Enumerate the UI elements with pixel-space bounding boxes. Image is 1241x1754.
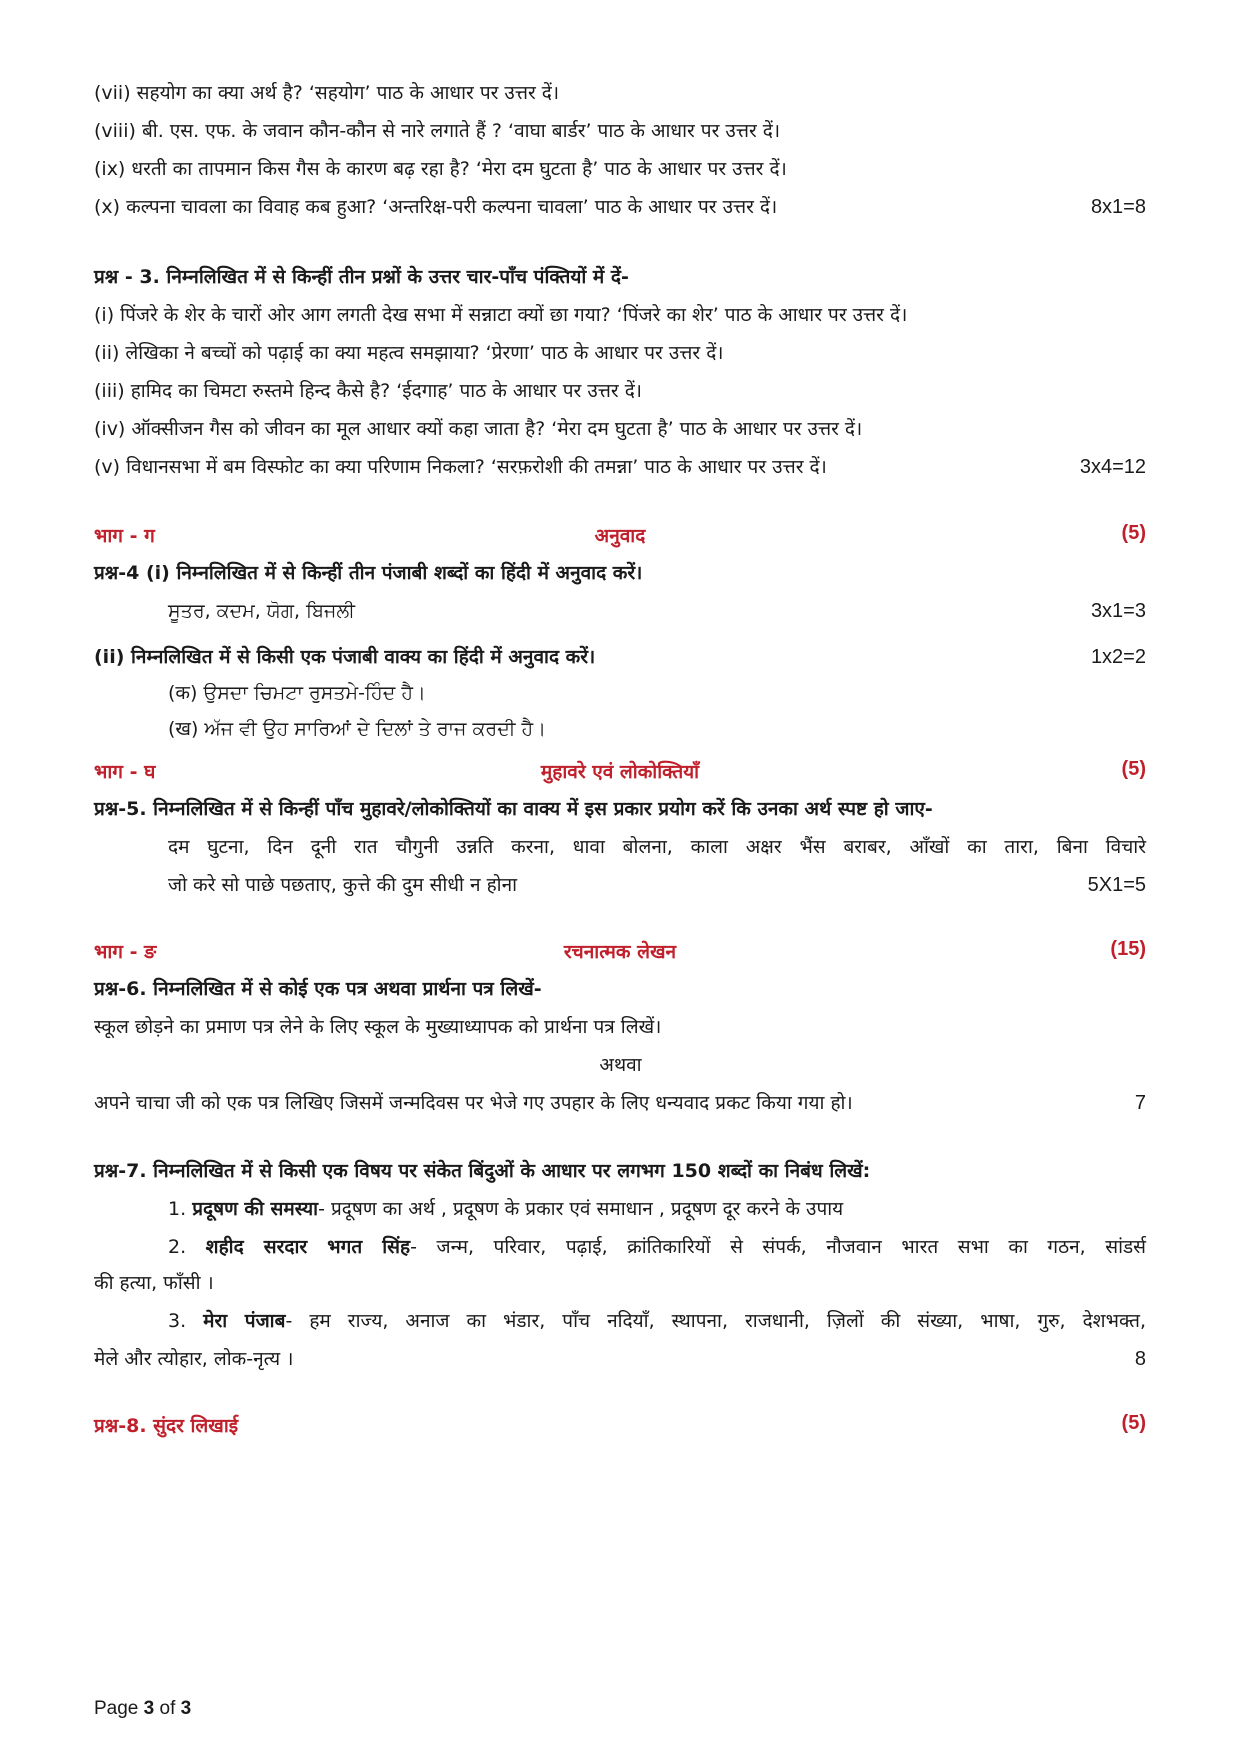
- page-footer: [94, 1698, 191, 1720]
- marks-q4-i: 3x1=3: [1090, 600, 1146, 622]
- topic-points: - जन्म, परिवार, पढ़ाई, क्रांतिकारियों से संपर्क, नौजवान भारत सभा का गठन, सांडर्स: [410, 1236, 1147, 1258]
- question-2-vii: (vii) सहयोग का क्या अर्थ है? ‘सहयोग’ पाठ के आधार पर उत्तर दें।: [94, 82, 560, 104]
- question-8-title: प्रश्न-8. सुंदर लिखाई: [94, 1415, 239, 1437]
- topic-number: 2.: [168, 1236, 187, 1258]
- question-3-iii: (iii) हामिद का चिमटा रुस्तमे हिन्द कैसे है? ‘ईदगाह’ पाठ के आधार पर उत्तर दें।: [94, 380, 642, 402]
- punjabi-sentence-ka: (क) ਉਸਦਾ ਚਿਮਟਾ ਰੁਸਤਮੇ-ਹਿੰਦ ਹੈ।: [168, 682, 426, 704]
- question-4-ii-heading: (ii) निम्नलिखित में से किसी एक पंजाबी वाक्य का हिंदी में अनुवाद करें।: [94, 646, 596, 668]
- marks-q3: 3x4=12: [1079, 456, 1146, 478]
- idioms-line-2: जो करे सो पाछे पछताए, कुत्ते की दुम सीधी न होना: [168, 874, 518, 896]
- topic-number: 3.: [168, 1310, 187, 1332]
- question-3-iv: (iv) ऑक्सीजन गैस को जीवन का मूल आधार क्यों कहा जाता है? ‘मेरा दम घुटता है’ पाठ के आधार पर उत्तर दें।: [94, 418, 863, 440]
- marks-q2: 8x1=8: [1090, 196, 1146, 218]
- marks-q6: 7: [1134, 1092, 1146, 1114]
- question-3-ii: (ii) लेखिका ने बच्चों को पढ़ाई का क्या महत्व समझाया? ‘प्रेरणा’ पाठ के आधार पर उत्तर दें।: [94, 342, 724, 364]
- question-6-option-2: अपने चाचा जी को एक पत्र लिखिए जिसमें जन्मदिवस पर भेजे गए उपहार के लिए धन्यवाद प्रकट किया गया हो।: [94, 1092, 853, 1114]
- marks-q5: 5X1=5: [1087, 874, 1146, 896]
- section-title: मुहावरे एवं लोकोक्तियाँ: [540, 761, 700, 783]
- question-7-heading: प्रश्न-7. निम्नलिखित में से किसी एक विषय पर संकेत बिंदुओं के आधार पर लगभग 150 शब्दों का निबंध लिखें:: [94, 1160, 871, 1182]
- question-3-v: (v) विधानसभा में बम विस्फोट का क्या परिणाम निकला? ‘सरफ़रोशी की तमन्ना’ पाठ के आधार पर उत्तर दें।: [94, 456, 827, 478]
- question-8-header: [94, 1412, 1146, 1438]
- essay-topic-1: [168, 1196, 1146, 1222]
- essay-topic-3-continued: मेले और त्योहार, लोक-नृत्य ।: [94, 1348, 294, 1370]
- section-gha-header: [94, 758, 1146, 784]
- topic-points: - हम राज्य, अनाज का भंडार, पाँच नदियाँ, स्थापना, राजधानी, ज़िलों की संख्या, भाषा, गुरु, देशभक्त,: [285, 1310, 1146, 1332]
- section-nga-header: [94, 938, 1146, 964]
- essay-topic-2-continued: की हत्या, फाँसी ।: [94, 1272, 214, 1294]
- topic-number: 1.: [168, 1198, 187, 1220]
- topic-title: शहीद सरदार भगत सिंह: [205, 1236, 411, 1258]
- question-3-i: (i) पिंजरे के शेर के चारों ओर आग लगती देख सभा में सन्नाटा क्यों छा गया? ‘पिंजरे का शेर’ पाठ के आधार पर उत्तर दें।: [94, 304, 908, 326]
- question-2-ix: (ix) धरती का तापमान किस गैस के कारण बढ़ रहा है? ‘मेरा दम घुटता है’ पाठ के आधार पर उत्तर दें।: [94, 158, 787, 180]
- page-of: of: [159, 1698, 176, 1719]
- page-label: Page: [94, 1698, 139, 1719]
- section-label: भाग - ग: [94, 525, 155, 547]
- question-2-viii: (viii) बी. एस. एफ. के जवान कौन-कौन से नारे लगाते हैं ? ‘वाघा बार्डर’ पाठ के आधार पर उत्तर दें।: [94, 120, 781, 142]
- section-label: भाग - ङ: [94, 941, 157, 963]
- question-4-i-heading: प्रश्न-4 (i) निम्नलिखित में से किन्हीं तीन पंजाबी शब्दों का हिंदी में अनुवाद करें।: [94, 562, 643, 584]
- marks-q4-ii: 1x2=2: [1090, 646, 1146, 668]
- topic-points: - प्रदूषण का अर्थ , प्रदूषण के प्रकार एवं समाधान , प्रदूषण दूर करने के उपाय: [318, 1198, 844, 1220]
- or-separator: अथवा: [599, 1054, 642, 1076]
- punjabi-words: ਸੂਤਰ, ਕਦਮ, ਯੋਗ, ਬਿਜਲੀ: [168, 600, 355, 622]
- question-6-option-1: स्कूल छोड़ने का प्रमाण पत्र लेने के लिए स्कूल के मुख्याध्यापक को प्रार्थना पत्र लिखें।: [94, 1016, 662, 1038]
- section-marks: (5): [1121, 522, 1146, 544]
- section-marks: (15): [1110, 938, 1146, 960]
- marks-q7: 8: [1134, 1348, 1146, 1370]
- current-page: 3: [143, 1698, 155, 1719]
- question-6-heading: प्रश्न-6. निम्नलिखित में से कोई एक पत्र अथवा प्रार्थना पत्र लिखें-: [94, 978, 542, 1000]
- total-pages: 3: [180, 1698, 192, 1719]
- topic-title: मेरा पंजाब: [203, 1310, 286, 1332]
- essay-topic-2: [168, 1234, 1146, 1260]
- question-8-marks: (5): [1121, 1412, 1146, 1434]
- question-2-x: (x) कल्पना चावला का विवाह कब हुआ? ‘अन्तरिक्ष-परी कल्पना चावला’ पाठ के आधार पर उत्तर दें।: [94, 196, 778, 218]
- section-ga-header: [94, 522, 1146, 548]
- question-3-heading: प्रश्न - 3. निम्नलिखित में से किन्हीं तीन प्रश्नों के उत्तर चार-पाँच पंक्तियों में दें-: [94, 266, 629, 288]
- section-title: अनुवाद: [594, 525, 646, 547]
- section-label: भाग - घ: [94, 761, 156, 783]
- section-marks: (5): [1121, 758, 1146, 780]
- idioms-line-1: दम घुटना, दिन दूनी रात चौगुनी उन्नति करना, धावा बोलना, काला अक्षर भैंस बराबर, आँखों का तारा, बिना विचारे: [168, 836, 1146, 858]
- section-title: रचनात्मक लेखन: [563, 941, 677, 963]
- essay-topic-3: [168, 1308, 1146, 1334]
- punjabi-sentence-kha: (ख) ਅੱਜ ਵੀ ਉਹ ਸਾਰਿਆਂ ਦੇ ਦਿਲਾਂ ਤੇ ਰਾਜ ਕਰਦੀ ਹੈ।: [168, 718, 547, 740]
- topic-title: प्रदूषण की समस्या: [192, 1198, 319, 1220]
- question-5-heading: प्रश्न-5. निम्नलिखित में से किन्हीं पाँच मुहावरे/लोकोक्तियों का वाक्य में इस प्रकार प्रयोग करें कि उनका अर्थ स्पष्ट हो जाए-: [94, 798, 933, 820]
